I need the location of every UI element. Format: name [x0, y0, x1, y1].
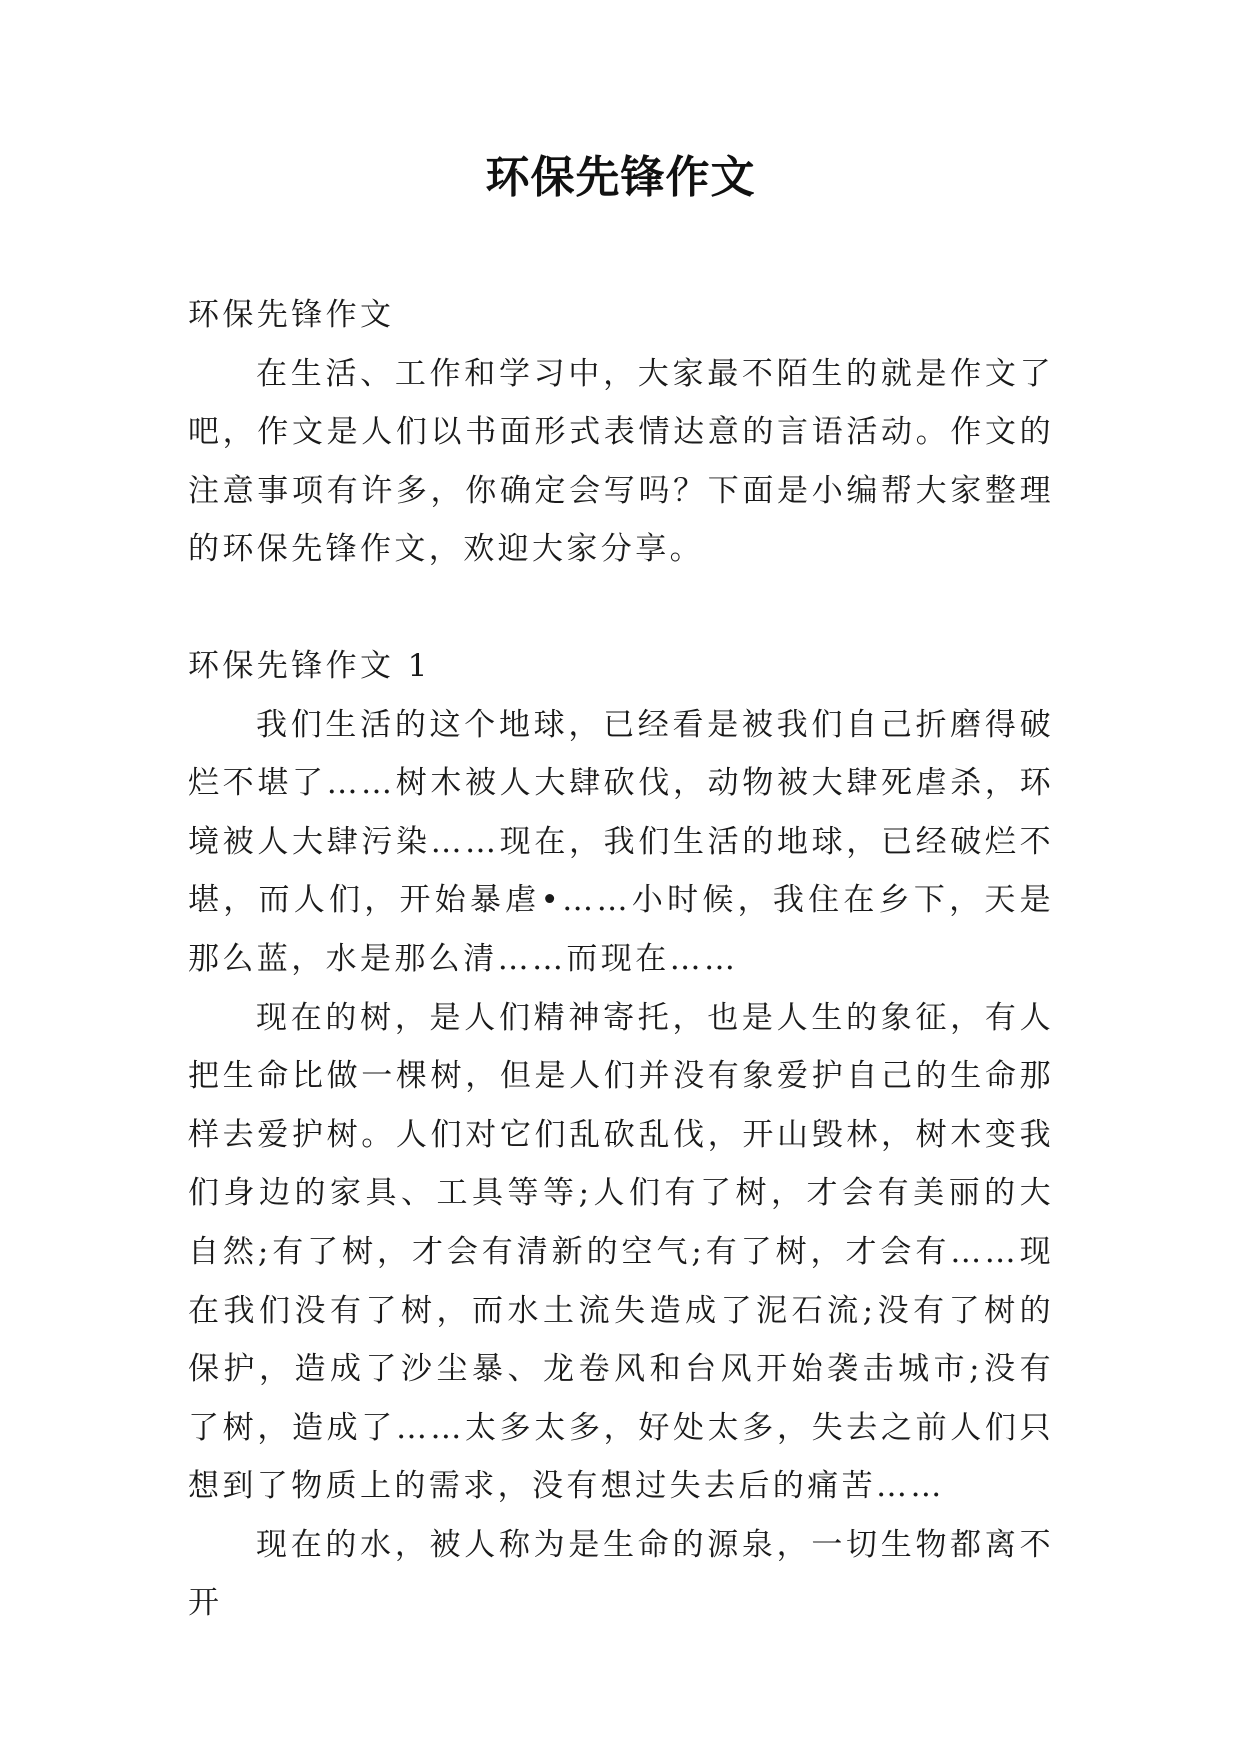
- section-heading: 环保先锋作文 1: [188, 647, 431, 684]
- section-paragraph-1: 我们生活的这个地球，已经看是被我们自己折磨得破烂不堪了……树木被人大肆砍伐，动物被大肆死虐杀，环境被人大肆污染……现在，我们生活的地球，已经破烂不堪，而人们，开始暴虐•……小时候，我住在乡下，天是那么蓝，水是那么清……而现在……: [188, 706, 1054, 977]
- paragraph-gap: [188, 579, 1054, 637]
- section-paragraph-2: 现在的树，是人们精神寄托，也是人生的象征，有人把生命比做一棵树，但是人们并没有象爱护自己的生命那样去爱护树。人们对它们乱砍乱伐，开山毁林，树木变我们身边的家具、工具等等;人们有了树，才会有美丽的大自然;有了树，才会有清新的空气;有了树，才会有……现在我们没有了树，而水土流失造成了泥石流;没有了树的保护，造成了沙尘暴、龙卷风和台风开始袭击城市;没有了树，造成了……太多太多，好处太多，失去之前人们只想到了物质上的需求，没有想过失去后的痛苦……: [188, 999, 1054, 1505]
- document-body: [188, 286, 1054, 1633]
- intro-heading: 环保先锋作文: [188, 297, 395, 333]
- section-paragraph-3: 现在的水，被人称为是生命的源泉，一切生物都离不开: [188, 1526, 1054, 1622]
- intro-paragraph: 在生活、工作和学习中，大家最不陌生的就是作文了吧，作文是人们以书面形式表情达意的言语活动。作文的注意事项有许多，你确定会写吗？下面是小编帮大家整理的环保先锋作文，欢迎大家分享。: [188, 355, 1054, 568]
- document-title: 环保先锋作文: [485, 152, 756, 203]
